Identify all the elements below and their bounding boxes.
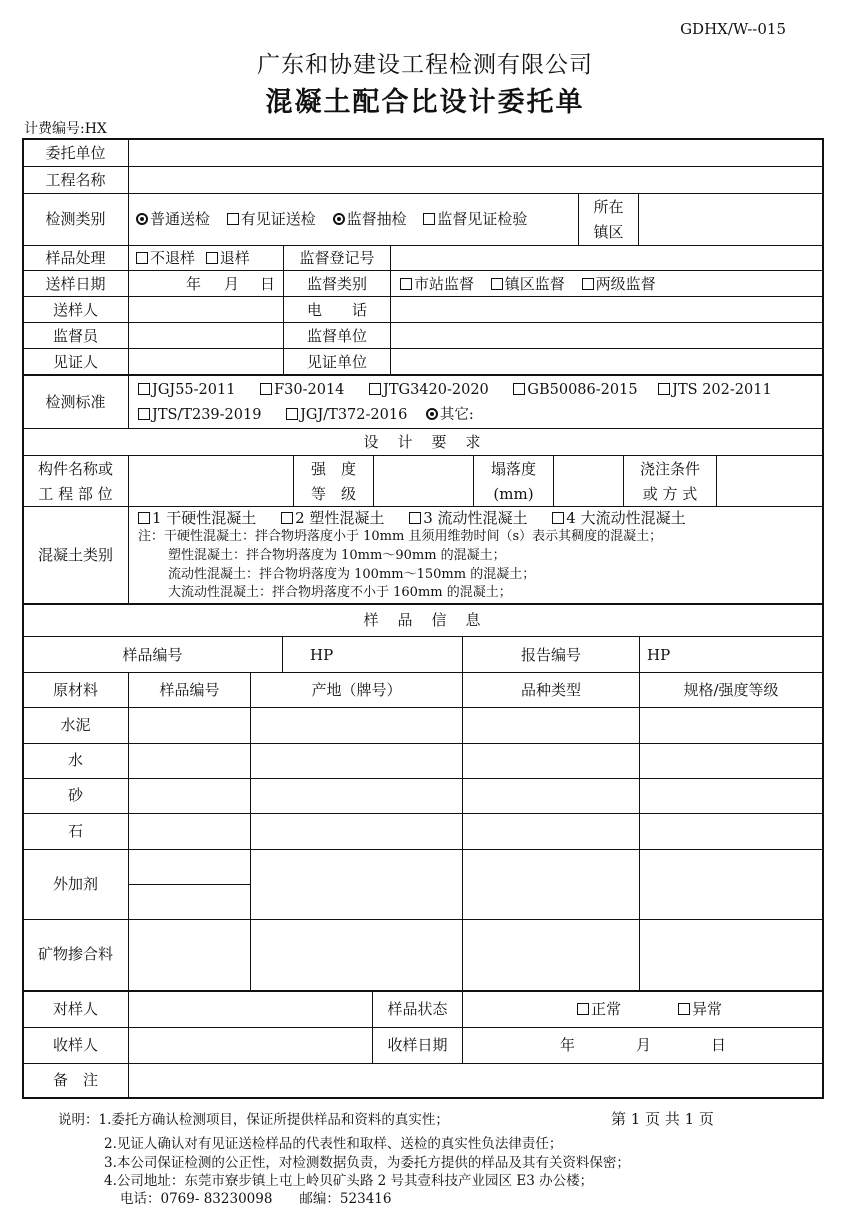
note-2: 2.见证人确认对有见证送检样品的代表性和取样、送检的真实性负法律责任； [104,1136,563,1152]
sample-no-value[interactable]: HP [310,646,334,664]
note-5: 电话：0769- 83230098 邮编：523416 [120,1191,392,1207]
material-sand: 砂 [67,786,83,804]
strength-label: 强 度 [310,460,356,478]
send-date-year: 年 [186,275,202,293]
checkbox-icon[interactable] [513,383,525,395]
concrete-note-2: 塑性混凝土：拌合物坍落度为 10mm～90mm 的混凝土； [168,548,506,563]
col-spec: 规格/强度等级 [683,681,779,699]
receive-date-month: 月 [636,1036,652,1054]
standard-label: 检测标准 [45,393,106,411]
concrete-note-3: 流动性混凝土：拌合物坍落度为 100mm～150mm 的混凝土； [168,567,536,582]
checkbox-icon[interactable] [577,1003,589,1015]
material-admixture: 外加剂 [52,875,98,893]
phone-label: 电 话 [306,301,367,319]
radio-checked-icon[interactable] [136,213,148,225]
checkbox-icon[interactable] [138,512,150,524]
sample-handle-label: 样品处理 [45,249,106,267]
location-label: 所在 [593,198,624,216]
component-label: 构件名称或 [37,460,113,478]
send-date-day: 日 [260,275,276,293]
status-abnormal[interactable]: 异常 [678,1000,722,1018]
concrete-type-options[interactable]: 1 干硬性混凝土 2 塑性混凝土 3 流动性混凝土 4 大流动性混凝土 [138,509,686,527]
form-title: 混凝土配合比设计委托单 [265,87,585,118]
checkbox-icon[interactable] [286,408,298,420]
fee-number: 计费编号:HX [24,121,107,137]
radio-checked-icon[interactable] [333,213,345,225]
checker-label: 对样人 [52,1000,98,1018]
checkbox-icon[interactable] [678,1003,690,1015]
concrete-note-4: 大流动性混凝土：拌合物坍落度不小于 160mm 的混凝土； [168,585,512,600]
receive-date-label: 收样日期 [387,1036,448,1054]
checkbox-icon[interactable] [369,383,381,395]
checkbox-icon[interactable] [206,252,218,264]
page-number: 第 1 页 共 1 页 [611,1110,714,1128]
material-stone: 石 [67,822,83,840]
slump-unit: (mm) [493,485,534,503]
sample-status-label: 样品状态 [387,1000,448,1018]
sample-heading: 样 品 信 息 [363,611,483,629]
checkbox-icon[interactable] [658,383,670,395]
checkbox-icon[interactable] [281,512,293,524]
col-variety: 品种类型 [520,681,581,699]
checkbox-icon[interactable] [491,278,503,290]
checkbox-icon[interactable] [136,252,148,264]
project-label: 工程名称 [45,171,106,189]
supervisor-label: 监督员 [52,327,98,345]
checkbox-icon[interactable] [423,213,435,225]
status-normal[interactable]: 正常 [577,1000,621,1018]
witness-unit-label: 见证单位 [306,353,367,371]
supervise-type-options[interactable]: 市站监督 镇区监督 两级监督 [400,275,668,293]
strength-label-2: 等 级 [310,485,356,503]
send-date-label: 送样日期 [45,275,106,293]
sample-no-label: 样品编号 [122,646,183,664]
send-date-month: 月 [224,275,240,293]
checkbox-icon[interactable] [138,408,150,420]
remark-label: 备 注 [52,1071,98,1089]
slump-label: 塌落度 [490,460,536,478]
form-code: GDHX/W--015 [680,20,786,38]
checkbox-icon[interactable] [138,383,150,395]
pour-label: 浇注条件 [639,460,700,478]
material-cement: 水泥 [60,716,91,734]
client-label: 委托单位 [45,144,106,162]
report-no-label: 报告编号 [520,646,581,664]
standards-row-2[interactable]: JTS/T239-2019 JGJ/T372-2016 其它: [138,406,486,424]
col-sample-no: 样品编号 [159,681,220,699]
sample-handle-options[interactable]: 不退样 退样 [136,249,262,267]
supervise-unit-label: 监督单位 [306,327,367,345]
report-no-value[interactable]: HP [647,646,671,664]
checkbox-icon[interactable] [552,512,564,524]
checkbox-icon[interactable] [400,278,412,290]
note-4: 4.公司地址：东莞市寮步镇上屯上岭贝矿头路 2 号其壹科技产业园区 E3 办公楼； [104,1173,594,1189]
witness-label: 见证人 [52,353,98,371]
supervise-type-label: 监督类别 [306,275,367,293]
col-material: 原材料 [52,681,98,699]
sender-label: 送样人 [52,301,98,319]
test-type-label: 检测类别 [45,210,106,228]
checkbox-icon[interactable] [227,213,239,225]
material-water: 水 [67,751,83,769]
company-name: 广东和协建设工程检测有限公司 [257,52,593,78]
receiver-label: 收样人 [52,1036,98,1054]
checkbox-icon[interactable] [409,512,421,524]
pour-label-2: 或 方 式 [642,485,698,503]
radio-checked-icon[interactable] [426,408,438,420]
receive-date-year: 年 [560,1036,576,1054]
note-1: 说明：1.委托方确认检测项目，保证所提供样品和资料的真实性； [58,1112,449,1128]
material-mineral: 矿物掺合料 [37,945,113,963]
design-heading: 设 计 要 求 [363,433,483,451]
receive-date-day: 日 [711,1036,727,1054]
checkbox-icon[interactable] [260,383,272,395]
component-label-2: 工 程 部 位 [38,485,113,503]
concrete-type-label: 混凝土类别 [37,546,113,564]
note-3: 3.本公司保证检测的公正性，对检测数据负责，为委托方提供的样品及其有关资料保密； [104,1155,630,1171]
location-label-2: 镇区 [593,223,624,241]
standards-row-1[interactable]: JGJ55-2011 F30-2014 JTG3420-2020 GB50086-2015 JTS 202-2011 [138,381,772,399]
checkbox-icon[interactable] [582,278,594,290]
test-type-options[interactable]: 普通送检 有见证送检 监督抽检 监督见证检验 [136,210,539,228]
col-origin: 产地（牌号） [311,681,402,699]
concrete-note-1: 注：干硬性混凝土：拌合物坍落度小于 10mm 且须用维勃时间（s）表示其稠度的混凝土； [138,529,663,544]
supervise-reg-label: 监督登记号 [299,249,375,267]
